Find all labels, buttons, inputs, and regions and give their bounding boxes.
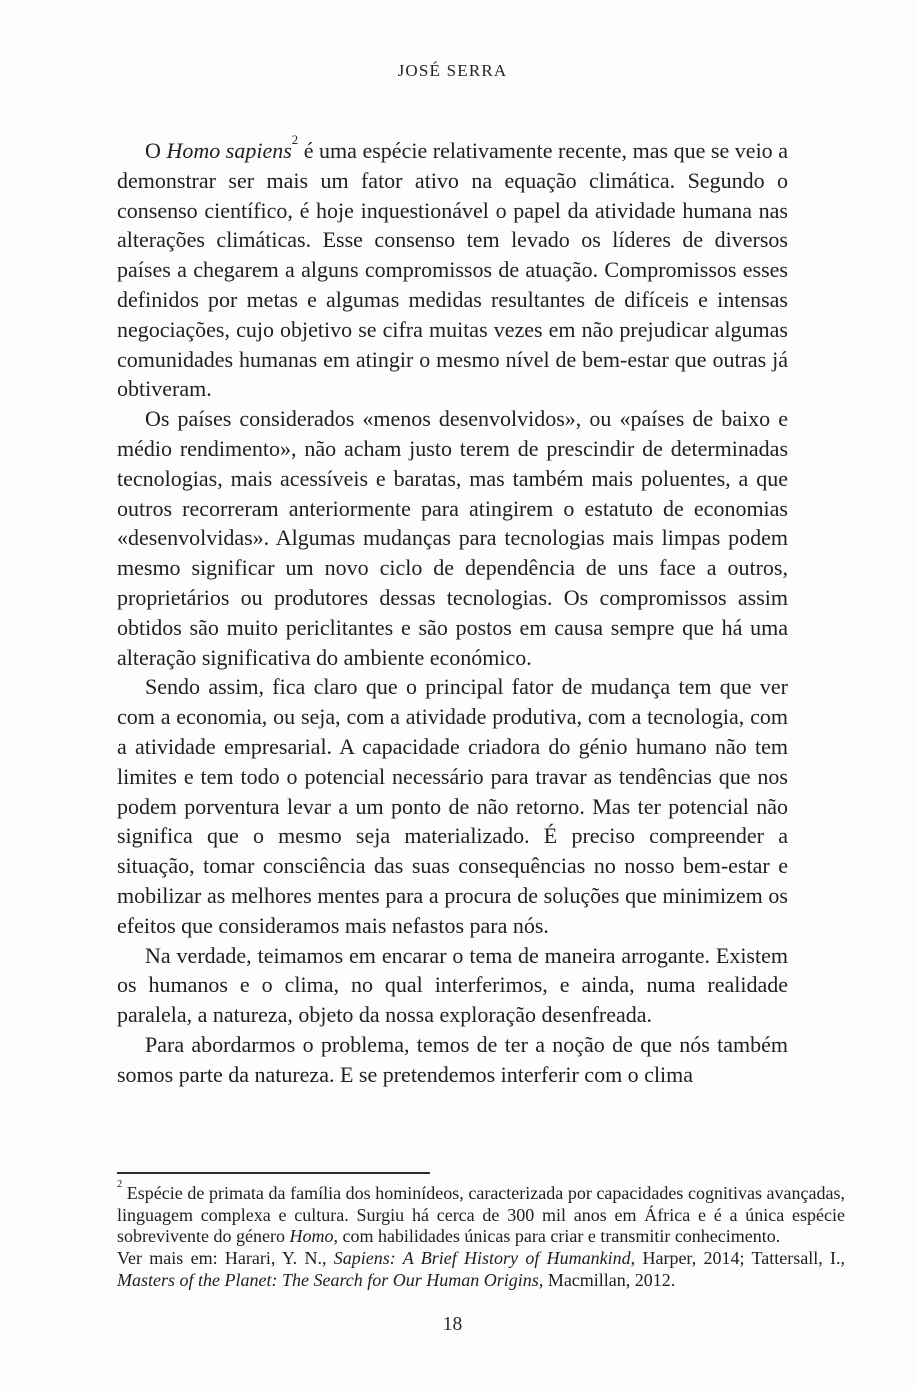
italic-text: Homo <box>289 1226 334 1247</box>
text-run: Para abordarmos o problema, temos de ter a noção de que nós também somos parte da natureza. E se pretendemos interferir com o clima <box>117 1031 788 1087</box>
text-run: , com habilidades únicas para criar e transmitir conhecimento. <box>333 1226 781 1247</box>
footnote <box>117 1179 846 1292</box>
paragraph <box>117 941 788 1030</box>
text-run: , Harper, 2014; Tattersall, I., <box>630 1248 846 1269</box>
footnote-paragraph <box>117 1179 845 1248</box>
paragraph <box>117 404 788 672</box>
text-run: Na verdade, teimamos em encarar o tema de maneira arrogante. Existem os humanos e o clima, no qual interferimos, e ainda, numa realidade paralela, a natureza, objeto da nossa exploração desenfreada. <box>117 942 788 1028</box>
superscript-marker: 2 <box>117 1179 123 1191</box>
paragraph <box>117 1030 788 1090</box>
paragraph <box>117 672 788 940</box>
footnote-divider <box>117 1172 430 1174</box>
running-header: JOSÉ SERRA <box>397 61 508 80</box>
text-run: Sendo assim, fica claro que o principal fator de mudança tem que ver com a economia, ou seja, com a atividade produtiva, com a tecnologia, com a atividade empresarial. A capacidade criadora do génio humano não tem limites e tem todo o potencial necessário para travar as tendências que nos podem porventura levar a um ponto de não retorno. Mas ter potencial não significa que o mesmo seja materializado. É preciso compreender a situação, tomar consciência das suas consequências no nosso bem-estar e mobilizar as melhores mentes para a procura de soluções que minimizem os efeitos que consideramos mais nefastos para nós. <box>117 674 788 938</box>
text-run: O <box>145 138 167 163</box>
paragraph <box>117 132 788 404</box>
superscript-marker: 2 <box>291 132 299 147</box>
text-run: Os países considerados «menos desenvolvidos», ou «países de baixo e médio rendimento», não acham justo terem de prescindir de determinadas tecnologias, mais acessíveis e baratas, mas também mais poluentes, a que outros recorreram anteriormente para atingirem o estatuto de economias «desenvolvidas». Algumas mudanças para tecnologias mais limpas podem mesmo significar um novo ciclo de dependência de uns face a outros, proprietários ou produtores dessas tecnologias. Os compromissos assim obtidos são muito periclitantes e são postos em causa sempre que há uma alteração significativa do ambiente económico. <box>117 406 788 670</box>
footnote-paragraph <box>117 1248 845 1291</box>
text-run: Ver mais em: Harari, Y. N., <box>117 1248 334 1269</box>
text-run: , Macmillan, 2012. <box>538 1269 676 1290</box>
text-run: Espécie de primata da família dos hominídeos, caracterizada por capacidades cognitivas avançadas, linguagem complexa e cultura. Surgiu há cerca de 300 mil anos em África e é a única espécie sobrevivente do género <box>117 1183 845 1247</box>
italic-text: Masters of the Planet: The Search for Our Human Origins <box>117 1269 539 1290</box>
italic-text: Homo sapiens <box>166 138 292 163</box>
body-text <box>117 132 788 1090</box>
page-number: 18 <box>442 1314 463 1335</box>
text-run: é uma espécie relativamente recente, mas que se veio a demonstrar ser mais um fator ativo na equação climática. Segundo o consenso científico, é hoje inquestionável o papel da atividade humana nas alterações climáticas. Esse consenso tem levado os líderes de diversos países a chegarem a alguns compromissos de atuação. Compromissos esses definidos por metas e algumas medidas resultantes de difíceis e intensas negociações, cujo objetivo se cifra muitas vezes em não prejudicar algumas comunidades humanas em atingir o mesmo nível de bem-estar que outras já obtiveram. <box>117 138 788 402</box>
italic-text: Sapiens: A Brief History of Humankind <box>333 1248 631 1269</box>
